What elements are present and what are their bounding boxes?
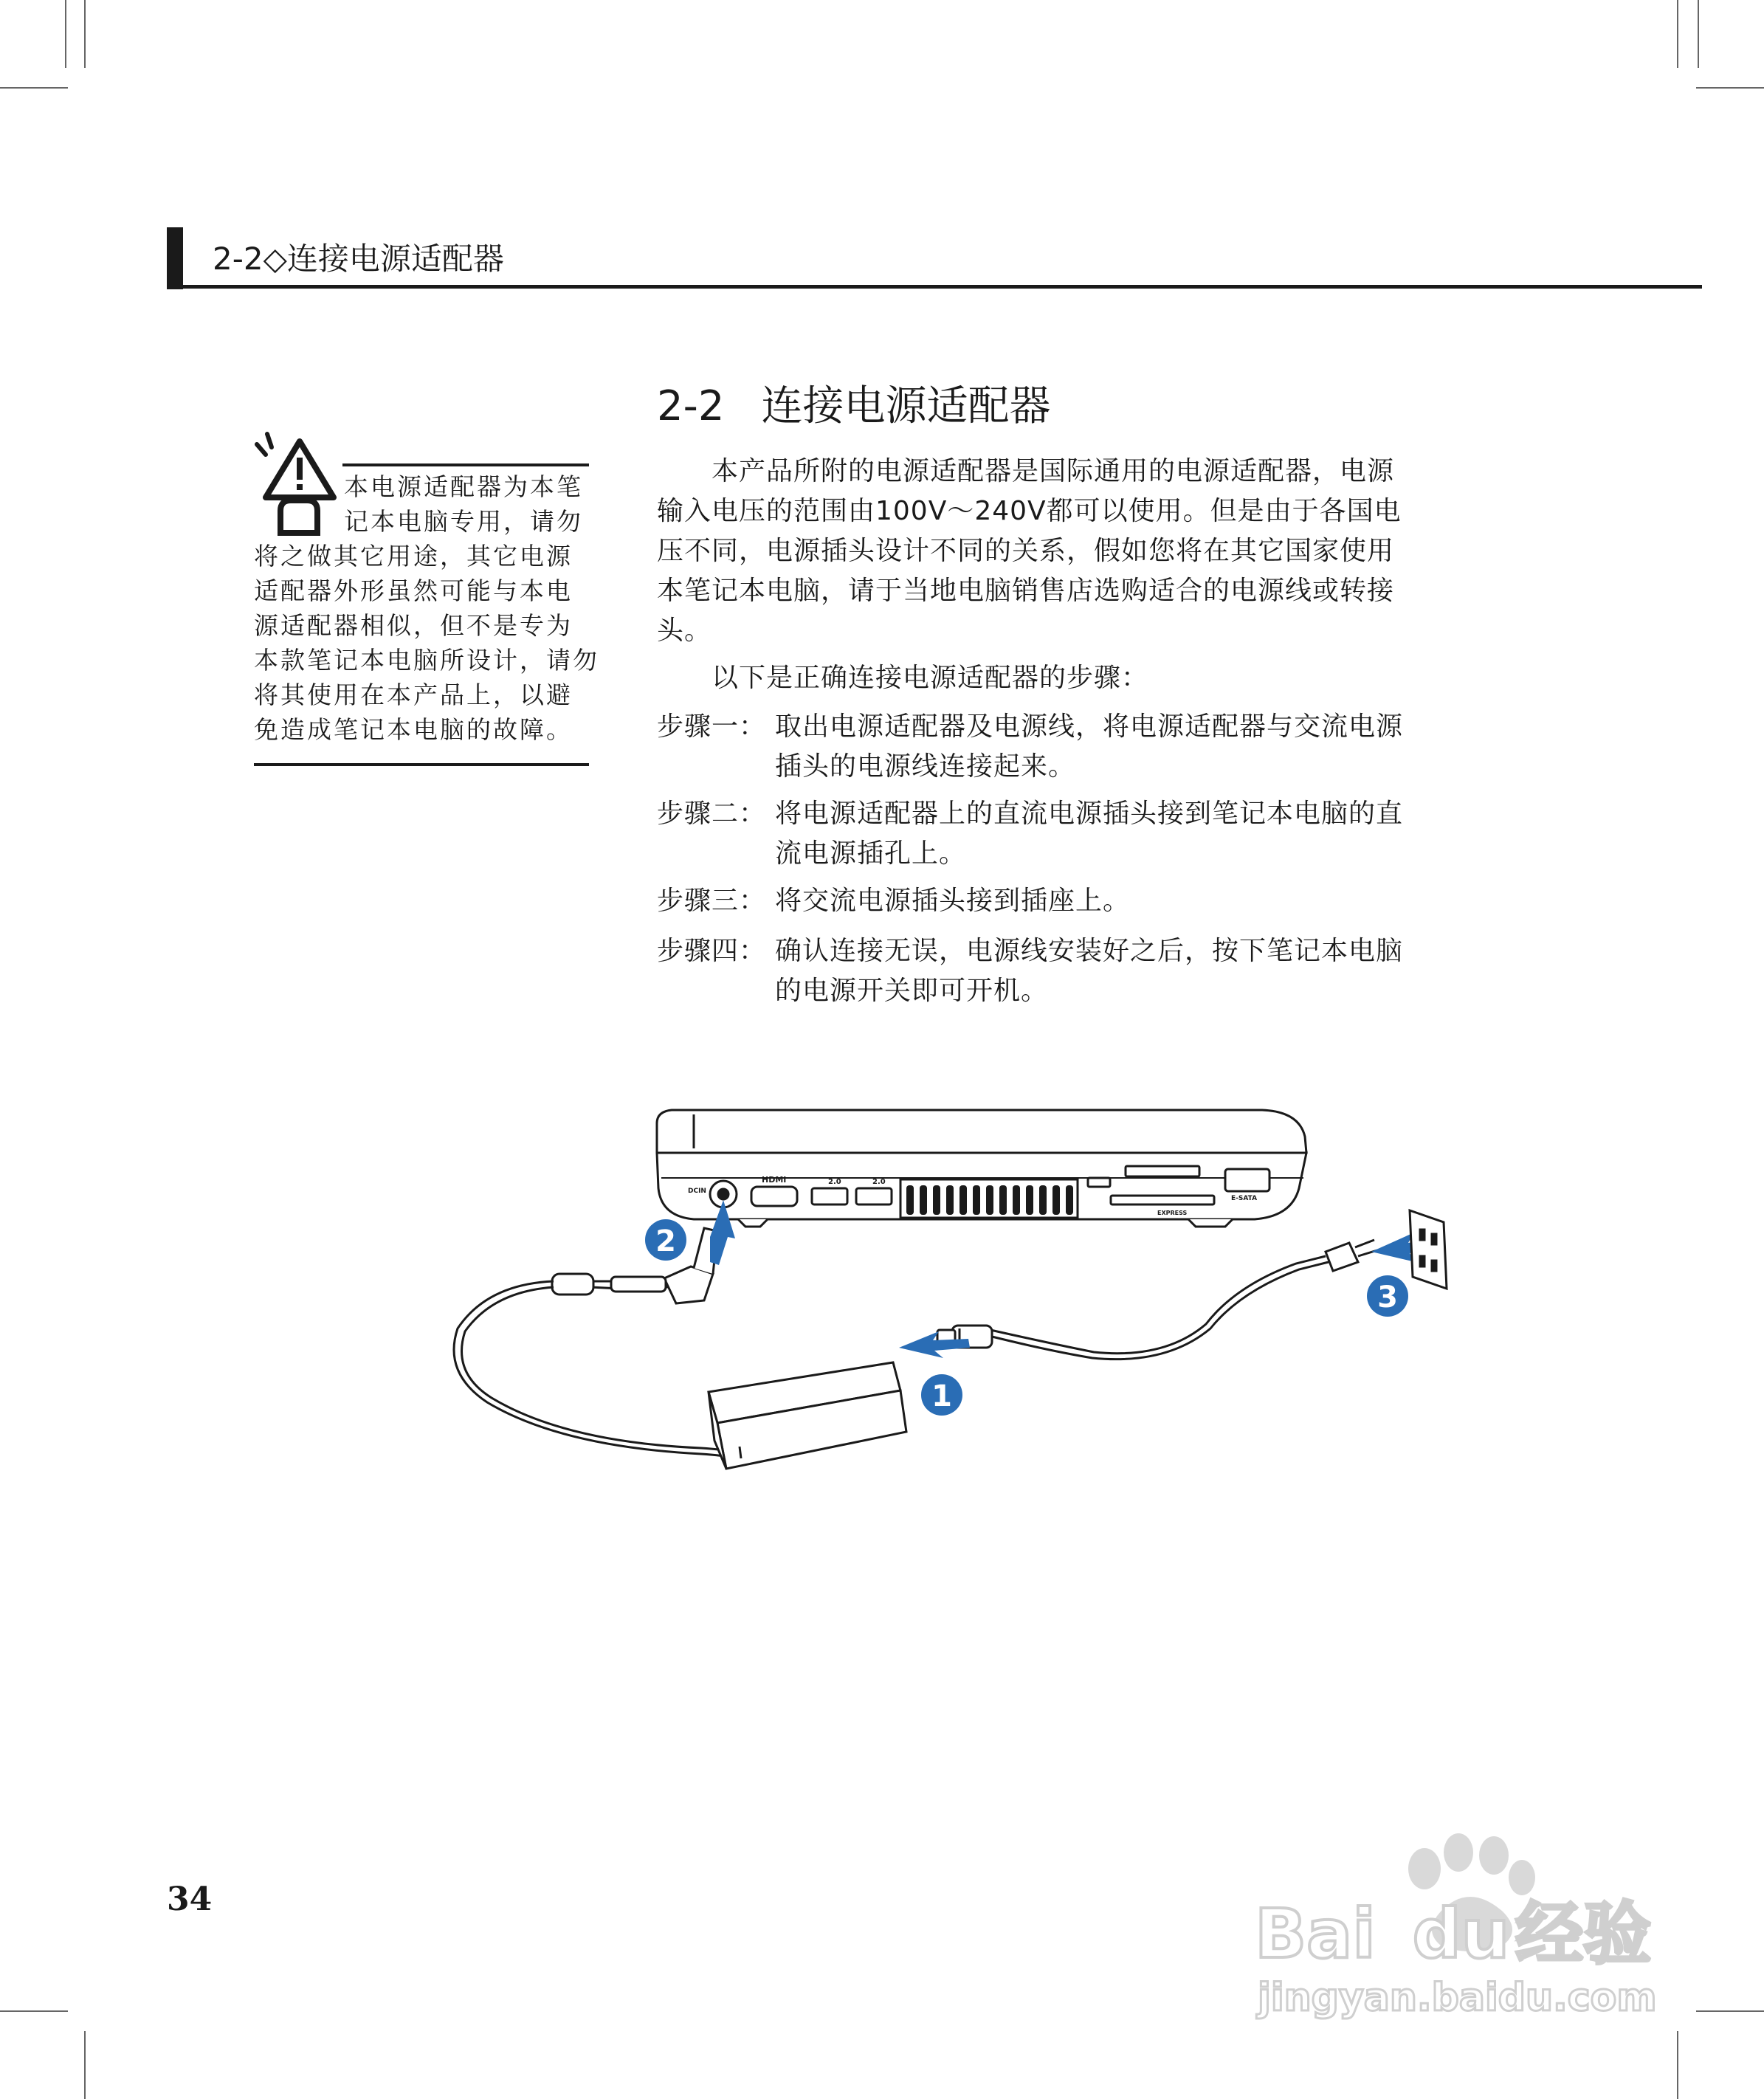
note-line: 免造成笔记本电脑的故障。 (254, 715, 573, 744)
step-text: 确认连接无误，电源线安装好之后，按下笔记本电脑 (775, 936, 1404, 966)
crop-mark (1677, 2031, 1678, 2099)
wall-plug (1326, 1240, 1377, 1271)
step-1 (657, 707, 1476, 787)
paragraph-line: 压不同，电源插头设计不同的关系，假如您将在其它国家使用 (657, 536, 1395, 566)
crop-mark (84, 2031, 86, 2099)
header-rule (167, 285, 1702, 289)
callout-1 (921, 1374, 962, 1416)
dc-port-label: DCIN (688, 1188, 706, 1195)
section-number: 2-2 (657, 382, 725, 430)
ac-adapter (709, 1362, 906, 1469)
note-line: 记本电脑专用，请勿 (344, 507, 583, 536)
paragraph-line: 以下是正确连接电源适配器的步骤： (657, 663, 1149, 693)
steps-intro (657, 658, 1476, 698)
express-slot-label: EXPRESS (1157, 1210, 1188, 1216)
callout-2 (645, 1219, 686, 1261)
crop-mark (0, 2010, 68, 2012)
step-label: 步骤一： (657, 711, 767, 742)
step-2 (657, 794, 1476, 874)
step-text: 取出电源适配器及电源线，将电源适配器与交流电源 (775, 711, 1404, 742)
usb-port-label: 2.0 (872, 1178, 886, 1186)
note-bottom-rule (254, 763, 589, 766)
note-top-rule (342, 463, 589, 466)
ac-cord (989, 1256, 1329, 1359)
step-text: 将交流电源插头接到插座上。 (775, 886, 1131, 916)
step-text-continued: 的电源开关即可开机。 (775, 976, 1049, 1006)
esata-port (1225, 1169, 1269, 1191)
intro-paragraph (657, 452, 1476, 651)
power-adapter-illustration (443, 1107, 1461, 1491)
crop-mark (1698, 0, 1699, 68)
step-text-continued: 插头的电源线连接起来。 (775, 751, 1076, 782)
crop-mark (1696, 2010, 1764, 2012)
esata-port-label: E-SATA (1231, 1195, 1258, 1202)
callout-number: 3 (1377, 1281, 1398, 1314)
callout-3 (1367, 1275, 1408, 1317)
note-line: 源适配器相似，但不是专为 (254, 611, 573, 640)
watermark-brand (1255, 1895, 1651, 1974)
watermark-brand-b: du (1412, 1895, 1510, 1974)
usb-port-label: 2.0 (828, 1178, 841, 1186)
note-line: 本款笔记本电脑所设计，请勿 (254, 646, 599, 675)
crop-mark (65, 0, 66, 68)
hdmi-port-label: HDMI (762, 1175, 787, 1185)
note-line: 将其使用在本产品上，以避 (254, 680, 573, 709)
caution-icon (251, 430, 345, 540)
watermark-brand-a: Bai (1255, 1895, 1376, 1974)
usb-port (812, 1188, 847, 1204)
hdmi-port (751, 1187, 797, 1206)
paragraph-line: 本产品所附的电源适配器是国际通用的电源适配器，电源 (657, 456, 1395, 486)
express-slot (1111, 1196, 1214, 1204)
crop-mark (1677, 0, 1678, 68)
note-line: 将之做其它用途，其它电源 (254, 542, 573, 571)
card-slot (1126, 1166, 1199, 1176)
section-title-text: 连接电源适配器 (761, 382, 1051, 430)
callout-number: 1 (931, 1379, 952, 1413)
crop-mark (84, 0, 86, 68)
crop-mark (1696, 87, 1764, 89)
step-text: 将电源适配器上的直流电源插头接到笔记本电脑的直 (775, 799, 1404, 829)
step-label: 步骤四： (657, 936, 767, 966)
header-bar (167, 227, 183, 289)
note-line: 适配器外形虽然可能与本电 (254, 576, 573, 605)
step-4 (657, 931, 1476, 1011)
note-text-body (254, 539, 599, 747)
paragraph-line: 头。 (657, 616, 712, 646)
note-line: 本电源适配器为本笔 (344, 472, 583, 501)
running-header-title: 2-2◇连接电源适配器 (213, 241, 504, 277)
crop-mark (0, 87, 68, 89)
ferrite-core (552, 1274, 593, 1295)
paragraph-line: 输入电压的范围由100V～240V都可以使用。但是由于各国电 (657, 496, 1402, 526)
note-text-head (344, 469, 595, 539)
section-title (657, 373, 1050, 432)
step-label: 步骤三： (657, 886, 767, 916)
step-text-continued: 流电源插孔上。 (775, 838, 967, 869)
watermark-url: jingyan.baidu.com (1258, 1976, 1657, 2020)
callout-number: 2 (655, 1224, 676, 1258)
baidu-watermark (1247, 1801, 1661, 2022)
watermark-brand-c: 经验 (1515, 1895, 1652, 1974)
step-label: 步骤二： (657, 799, 767, 829)
step-3 (657, 881, 1476, 921)
paragraph-line: 本笔记本电脑，请于当地电脑销售店选购适合的电源线或转接 (657, 576, 1395, 606)
page-number: 34 (167, 1881, 213, 1918)
usb-port (856, 1188, 892, 1204)
wall-outlet (1410, 1210, 1447, 1289)
